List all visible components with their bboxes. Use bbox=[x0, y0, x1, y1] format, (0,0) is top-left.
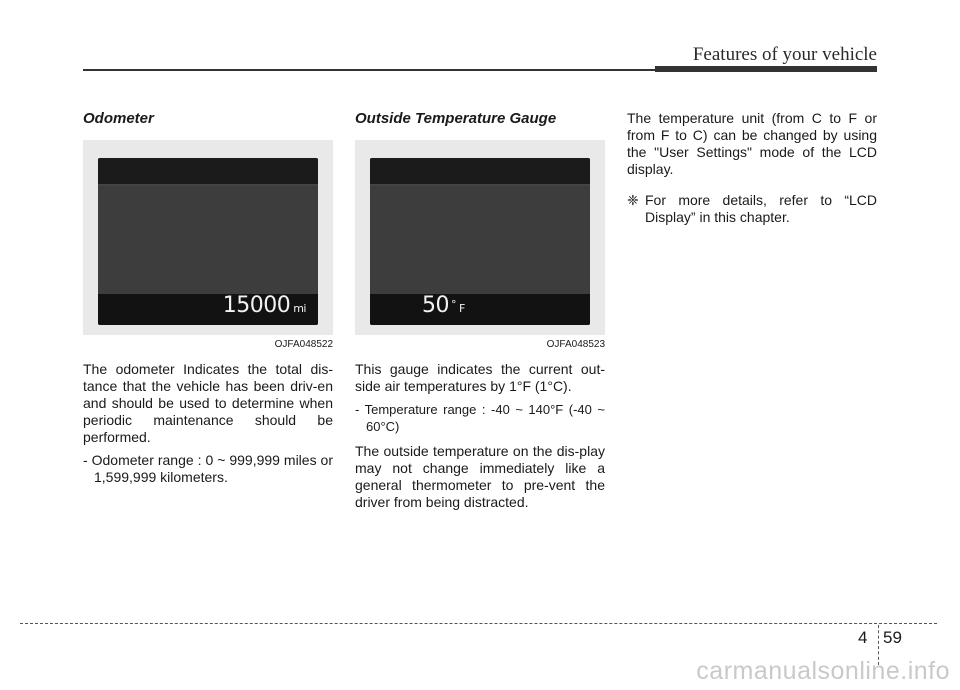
temperature-figure-code: OJFA048523 bbox=[546, 339, 605, 350]
lcd-bottom-band bbox=[370, 294, 590, 325]
temperature-paragraph-1: This gauge indicates the current out-side air temperatures by 1°F (1°C). bbox=[355, 361, 605, 394]
lcd-top-band bbox=[370, 158, 590, 184]
temperature-lcd-screen bbox=[370, 158, 590, 325]
odometer-title: Odometer bbox=[83, 110, 154, 127]
temperature-section bbox=[355, 110, 605, 511]
odometer-paragraph: The odometer Indicates the total dis-tance that the vehicle has been driv-en and should be used to determine when periodic maintenance should be performed. bbox=[83, 361, 333, 445]
odometer-unit: mi bbox=[293, 302, 306, 315]
header-rule bbox=[83, 69, 655, 71]
temperature-readout bbox=[422, 291, 465, 323]
unit-settings-paragraph: The temperature unit (from C to F or from F to C) can be changed by using the "User Settings" mode of the LCD display. bbox=[627, 110, 877, 177]
odometer-section bbox=[83, 110, 333, 486]
temperature-value: 50 bbox=[422, 293, 449, 318]
odometer-readout bbox=[223, 292, 306, 323]
odometer-figure bbox=[83, 140, 333, 335]
lcd-middle-area bbox=[98, 186, 318, 294]
lcd-top-band bbox=[98, 158, 318, 184]
temperature-unit: F bbox=[459, 302, 465, 315]
reference-note-text: For more details, refer to “LCD Display” in this chapter. bbox=[645, 192, 877, 225]
temperature-paragraph-2: The outside temperature on the dis-play may not change immediately like a general thermometer to pre-vent the driver from being distracted. bbox=[355, 443, 605, 510]
unit-settings-section bbox=[627, 110, 877, 226]
page-number: 59 bbox=[883, 628, 902, 647]
odometer-range-item: - Odometer range : 0 ~ 999,999 miles or 1,599,999 kilometers. bbox=[83, 452, 333, 485]
temperature-figure bbox=[355, 140, 605, 335]
temperature-degree-symbol: ° bbox=[451, 298, 456, 311]
note-marker-icon: ❈ bbox=[627, 192, 639, 208]
watermark: carmanualsonline.info bbox=[696, 657, 950, 685]
temperature-title: Outside Temperature Gauge bbox=[355, 110, 557, 127]
reference-note bbox=[627, 192, 877, 226]
temperature-range-item: - Temperature range : -40 ~ 140°F (-40 ~ 60°C) bbox=[355, 402, 605, 434]
footer-rule bbox=[20, 623, 937, 624]
odometer-figure-code: OJFA048522 bbox=[274, 339, 333, 350]
lcd-middle-area bbox=[370, 186, 590, 294]
header-title: Features of your vehicle bbox=[692, 44, 877, 65]
odometer-lcd-screen bbox=[98, 158, 318, 325]
chapter-number: 4 bbox=[858, 628, 868, 647]
header-rule-accent bbox=[655, 66, 877, 72]
odometer-value: 15000 bbox=[222, 293, 291, 318]
